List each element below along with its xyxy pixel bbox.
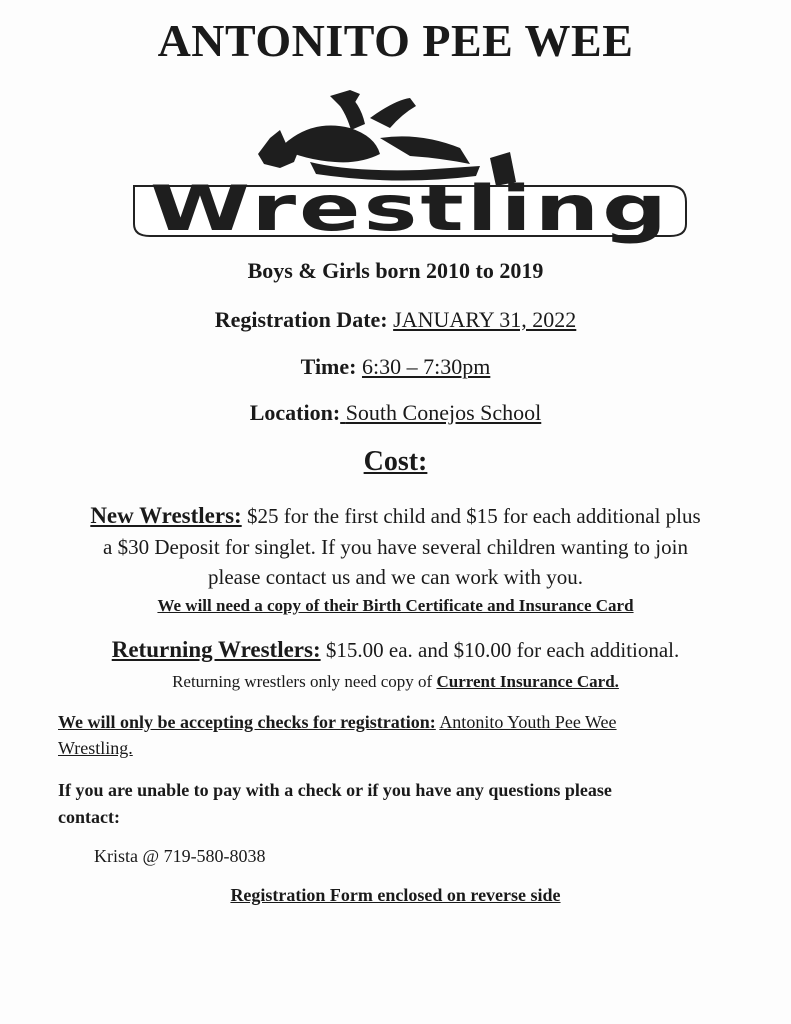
- cost-heading: Cost:: [363, 446, 428, 477]
- checks-line1: [58, 709, 738, 735]
- contact-person: Krista @ 719-580-8038: [94, 846, 266, 866]
- time-line: Time: 6:30 – 7:30pm: [300, 354, 491, 379]
- checks-label: We will only be accepting checks for registration:: [58, 712, 436, 732]
- registration-date: Registration Date: JANUARY 31, 2022: [214, 307, 577, 332]
- new-wrestlers-text2: a $30 Deposit for singlet. If you have several children wanting to join: [103, 535, 688, 559]
- new-wrestlers-text3: please contact us and we can work with you.: [208, 565, 583, 589]
- checks-payee-2: Wrestling.: [58, 738, 133, 758]
- returning-wrestlers-text: $15.00 ea. and $10.00 for each additional.: [325, 638, 680, 662]
- checks-payee-1: Antonito Youth Pee Wee: [439, 712, 617, 732]
- returning-wrestlers-label: Returning Wrestlers:: [111, 637, 321, 662]
- returning-wrestlers-line: [0, 634, 791, 666]
- new-wrestlers-line1: [0, 500, 791, 532]
- registration-value: JANUARY 31, 2022: [393, 307, 577, 332]
- footer-note: Registration Form enclosed on reverse side: [230, 885, 561, 905]
- contact-line1: If you are unable to pay with a check or if you have any questions please: [58, 780, 612, 800]
- wrestling-logo: [130, 78, 690, 244]
- page-title: ANTONITO PEE WEE: [157, 15, 634, 66]
- returning-wrestlers-note: Returning wrestlers only need copy of: [172, 672, 433, 691]
- location-label: Location: [249, 400, 333, 425]
- returning-wrestlers-note-emph: Current Insurance Card.: [436, 672, 619, 691]
- logo-word: Wrestling: [150, 172, 670, 244]
- location-value: South Conejos School: [345, 400, 542, 425]
- registration-label: Registration Date: [214, 307, 381, 332]
- new-wrestlers-requirement: We will need a copy of their Birth Certificate and Insurance Card: [157, 596, 634, 615]
- time-label: Time: [300, 354, 350, 379]
- location-line: Location: South Conejos School: [249, 400, 542, 425]
- time-value: 6:30 – 7:30pm: [361, 354, 491, 379]
- eligibility-line: Boys & Girls born 2010 to 2019: [247, 258, 544, 283]
- returning-wrestlers-note-line: [0, 672, 791, 692]
- new-wrestlers-label: New Wrestlers:: [90, 503, 242, 528]
- contact-line2: contact:: [58, 807, 120, 827]
- new-wrestlers-text1: $25 for the first child and $15 for each additional plus: [246, 504, 701, 528]
